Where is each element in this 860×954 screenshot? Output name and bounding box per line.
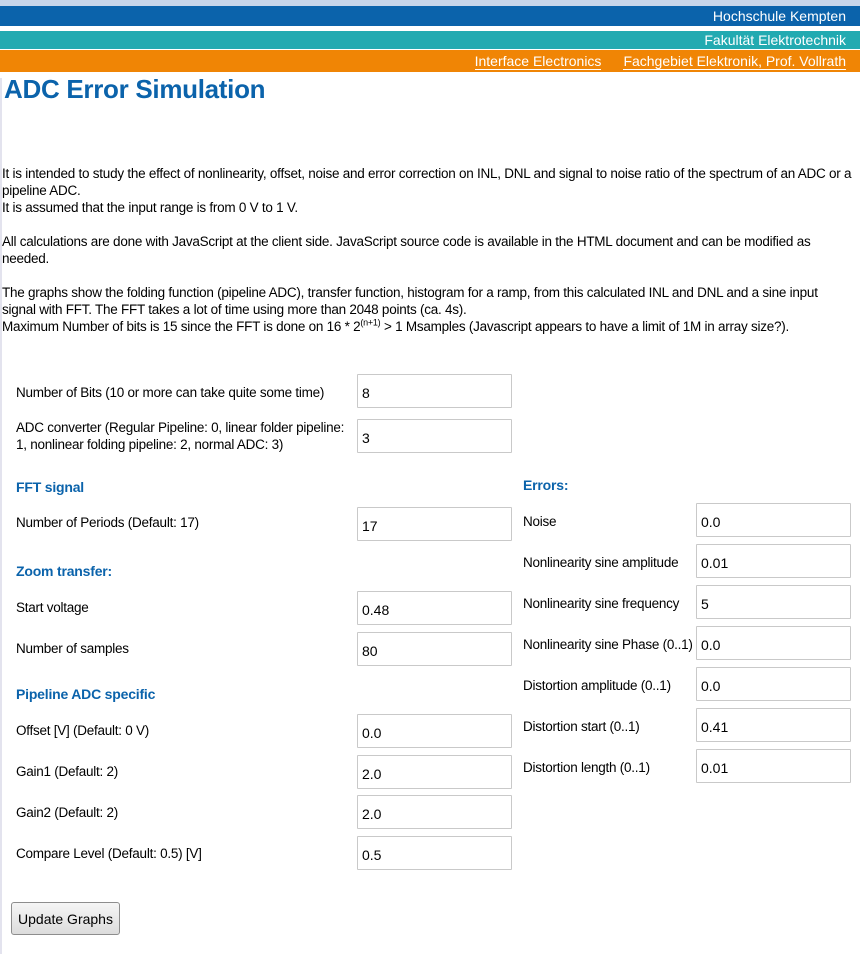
bits-input[interactable] [357, 374, 512, 408]
gain1-input[interactable] [357, 755, 512, 789]
max-bits-text-end: > 1 Msamples (Javascript appears to have a limit of 1M in array size?). [380, 319, 789, 334]
offset-label: Offset [V] (Default: 0 V) [16, 723, 150, 738]
pipeline-section-heading: Pipeline ADC specific [16, 686, 156, 702]
distortion-amplitude-label: Distortion amplitude (0..1) [523, 678, 671, 693]
bits-label: Number of Bits (10 or more can take quite some time) [16, 385, 325, 400]
link-department-electronics[interactable]: Fachgebiet Elektronik, Prof. Vollrath [623, 53, 846, 69]
page-title: ADC Error Simulation [4, 74, 266, 104]
periods-input[interactable] [357, 507, 512, 541]
gain1-label: Gain1 (Default: 2) [16, 764, 119, 779]
header-links-bar [0, 50, 860, 72]
converter-input[interactable] [357, 419, 512, 453]
link-interface-electronics[interactable]: Interface Electronics [474, 53, 602, 69]
noise-input[interactable] [696, 503, 851, 537]
nonlinearity-phase-input[interactable] [696, 626, 851, 660]
intro-paragraph-graphs: The graphs show the folding function (pipeline ADC), transfer function, histogram for a ramp, from this calculated INL and DNL and a sine input signal with FFT. The FFT takes a lot of time using more than 2048 points (ca. 4s). [2, 285, 818, 317]
nonlinearity-frequency-label: Nonlinearity sine frequency [523, 596, 680, 611]
nonlinearity-amplitude-input[interactable] [696, 544, 851, 578]
offset-input[interactable] [357, 714, 512, 748]
gain2-label: Gain2 (Default: 2) [16, 805, 119, 820]
nonlinearity-frequency-input[interactable] [696, 585, 851, 619]
errors-section-heading: Errors: [523, 477, 569, 493]
distortion-length-input[interactable] [696, 749, 851, 783]
nonlinearity-amplitude-label: Nonlinearity sine amplitude [523, 555, 679, 570]
periods-label: Number of Periods (Default: 17) [16, 515, 199, 530]
header-institution-bar [0, 0, 860, 26]
intro-paragraph-javascript: All calculations are done with JavaScript at the client side. JavaScript source code is available in the HTML document and can be modified as needed. [2, 234, 811, 266]
intro-paragraph-max-bits [2, 318, 854, 335]
distortion-start-input[interactable] [696, 708, 851, 742]
converter-label: ADC converter (Regular Pipeline: 0, linear folder pipeline: 1, nonlinear folding pipeline: 2, normal ADC: 3) [16, 420, 345, 452]
max-bits-exponent: (n+1) [360, 317, 381, 328]
faculty-name: Fakultät Elektrotechnik [704, 32, 846, 48]
start-voltage-label: Start voltage [16, 600, 89, 615]
nonlinearity-phase-label: Nonlinearity sine Phase (0..1) [523, 637, 693, 652]
distortion-amplitude-input[interactable] [696, 667, 851, 701]
header-faculty-bar [0, 31, 860, 49]
samples-label: Number of samples [16, 641, 129, 656]
distortion-length-label: Distortion length (0..1) [523, 760, 650, 775]
fft-section-heading: FFT signal [16, 479, 85, 495]
intro-paragraph-purpose: It is intended to study the effect of nonlinearity, offset, noise and error correction on INL, DNL and signal to noise ratio of the spectrum of an ADC or a pipeline ADC. [2, 166, 852, 198]
max-bits-text-start: Maximum Number of bits is 15 since the FFT is done on 16 * 2 [2, 319, 361, 334]
compare-level-input[interactable] [357, 836, 512, 870]
zoom-section-heading: Zoom transfer: [16, 563, 112, 579]
start-voltage-input[interactable] [357, 591, 512, 625]
institution-name: Hochschule Kempten [712, 8, 846, 24]
intro-text [2, 165, 854, 335]
compare-level-label: Compare Level (Default: 0.5) [V] [16, 846, 202, 861]
samples-input[interactable] [357, 632, 512, 666]
gain2-input[interactable] [357, 795, 512, 829]
noise-label: Noise [523, 514, 557, 529]
distortion-start-label: Distortion start (0..1) [523, 719, 640, 734]
intro-paragraph-input-range: It is assumed that the input range is from 0 V to 1 V. [2, 200, 298, 215]
update-graphs-button[interactable]: Update Graphs [11, 902, 120, 935]
